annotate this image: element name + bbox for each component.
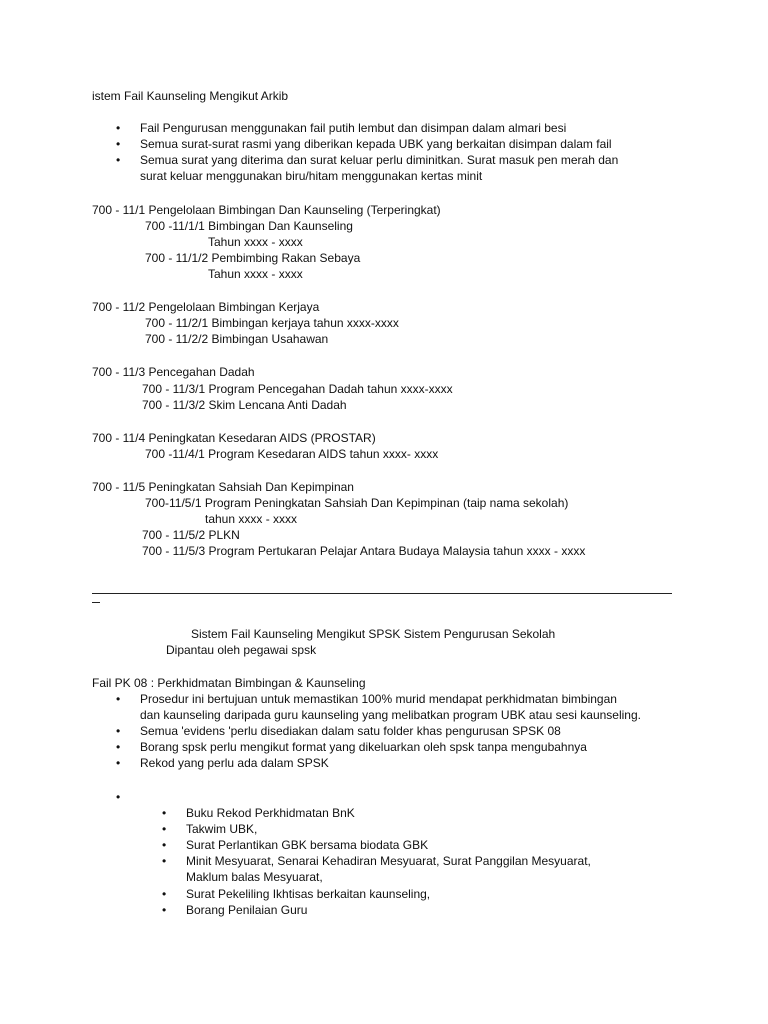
file-code-entry: 700-11/5/1 Program Peningkatan Sahsiah Dan Kepimpinan (taip nama sekolah) xyxy=(145,496,569,510)
file-code-year: Tahun xxxx - xxxx xyxy=(208,267,303,281)
sub-list-item: • Takwim UBK, xyxy=(186,821,257,837)
list-item-continuation: dan kaunseling daripada guru kaunseling yang melibatkan program UBK atau sesi kaunseling. xyxy=(140,708,641,722)
file-code-year: tahun xxxx - xxxx xyxy=(205,512,298,526)
file-code-entry: 700 -11/4/1 Program Kesedaran AIDS tahun xxxx- xxxx xyxy=(145,447,439,461)
file-code-entry: 700 - 11/2/2 Bimbingan Usahawan xyxy=(145,332,329,346)
divider xyxy=(92,602,100,603)
sub-list-item-continuation: Maklum balas Mesyuarat, xyxy=(186,870,323,884)
list-item: • Fail Pengurusan menggunakan fail putih lembut dan disimpan dalam almari besi xyxy=(140,120,566,136)
file-code-year: Tahun xxxx - xxxx xyxy=(208,235,303,249)
file-code-entry: 700 - 11/3/2 Skim Lencana Anti Dadah xyxy=(142,398,347,412)
file-code-entry: 700 - 11/5/2 PLKN xyxy=(142,528,240,542)
list-item: • Semua 'evidens 'perlu disediakan dalam satu folder khas pengurusan SPSK 08 xyxy=(140,723,561,739)
file-code-heading: 700 - 11/3 Pencegahan Dadah xyxy=(92,365,255,379)
file-code-entry: 700 - 11/5/3 Program Pertukaran Pelajar Antara Budaya Malaysia tahun xxxx - xxxx xyxy=(142,544,586,558)
sub-list-item: • Buku Rekod Perkhidmatan BnK xyxy=(186,805,355,821)
file-code-heading: 700 - 11/2 Pengelolaan Bimbingan Kerjaya xyxy=(92,300,320,314)
list-item: • Prosedur ini bertujuan untuk memastikan 100% murid mendapat perkhidmatan bimbingan xyxy=(140,691,617,707)
file-code-entry: 700 -11/1/1 Bimbingan Dan Kaunseling xyxy=(145,219,353,233)
file-code-heading: 700 - 11/4 Peningkatan Kesedaran AIDS (PROSTAR) xyxy=(92,431,376,445)
file-code-heading: 700 - 11/1 Pengelolaan Bimbingan Dan Kaunseling (Terperingkat) xyxy=(92,203,441,217)
list-item: • Borang spsk perlu mengikut format yang dikeluarkan oleh spsk tanpa mengubahnya xyxy=(140,739,587,755)
sub-list-item: • Minit Mesyuarat, Senarai Kehadiran Mesyuarat, Surat Panggilan Mesyuarat, xyxy=(186,853,591,869)
list-item: • Semua surat-surat rasmi yang diberikan kepada UBK yang berkaitan disimpan dalam fail xyxy=(140,136,612,152)
fail-title: Fail PK 08 : Perkhidmatan Bimbingan & Kaunseling xyxy=(92,676,366,690)
sub-list-item: • Borang Penilaian Guru xyxy=(186,902,307,918)
spsk-heading: Sistem Fail Kaunseling Mengikut SPSK Sistem Pengurusan Sekolah xyxy=(191,627,556,641)
list-item: • Rekod yang perlu ada dalam SPSK xyxy=(140,755,329,771)
spsk-subheading: Dipantau oleh pegawai spsk xyxy=(166,643,317,657)
arkib-title: istem Fail Kaunseling Mengikut Arkib xyxy=(92,89,289,103)
file-code-heading: 700 - 11/5 Peningkatan Sahsiah Dan Kepimpinan xyxy=(92,480,354,494)
divider xyxy=(92,593,672,594)
sub-list-item: • Surat Pekeliling Ikhtisas berkaitan kaunseling, xyxy=(186,886,430,902)
list-item: • Semua surat yang diterima dan surat keluar perlu diminitkan. Surat masuk pen merah dan xyxy=(140,152,618,168)
list-item-continuation: surat keluar menggunakan biru/hitam menggunakan kertas minit xyxy=(140,169,483,183)
file-code-entry: 700 - 11/2/1 Bimbingan kerjaya tahun xxxx-xxxx xyxy=(145,316,399,330)
sub-list-item: • Surat Perlantikan GBK bersama biodata GBK xyxy=(186,837,428,853)
file-code-entry: 700 - 11/3/1 Program Pencegahan Dadah tahun xxxx-xxxx xyxy=(142,382,453,396)
file-code-entry: 700 - 11/1/2 Pembimbing Rakan Sebaya xyxy=(145,251,361,265)
